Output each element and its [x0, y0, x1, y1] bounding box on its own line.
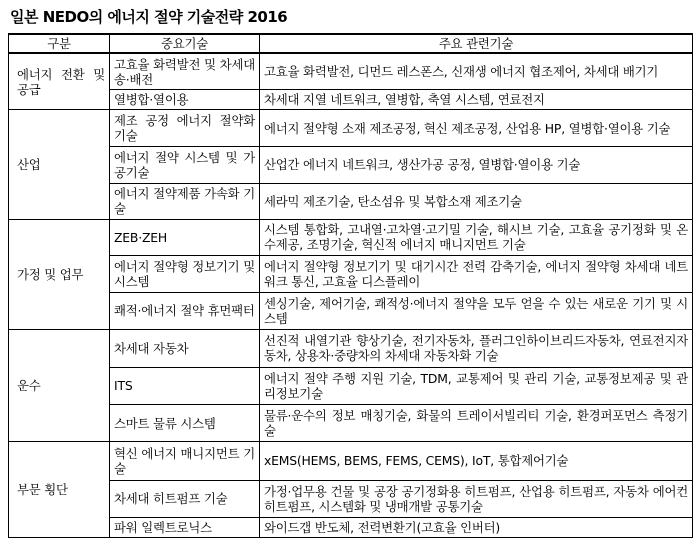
related-tech-cell: 산업간 에너지 네트워크, 생산가공 공정, 열병합·열이용 기술	[260, 147, 693, 183]
category-cell: 가정 및 업무	[9, 219, 110, 329]
header-category: 구분	[9, 34, 110, 53]
key-tech-cell: 제조 공정 에너지 절약화 기술	[110, 110, 260, 147]
category-cell: 산업	[9, 110, 110, 220]
related-tech-cell: 선진적 내열기관 향상기술, 전기자동차, 플러그인하이브리드자동차, 연료전지자동차, 상용차·중량차의 차세대 자동차화 기술	[260, 329, 693, 367]
key-tech-cell: ITS	[110, 367, 260, 404]
table-header-row	[9, 34, 693, 53]
header-key-tech: 중요기술	[110, 34, 260, 53]
related-tech-cell: 센싱기술, 제어기술, 쾌적성·에너지 절약을 모두 얻을 수 있는 새로운 기기 및 시스템	[260, 293, 693, 329]
table-row	[9, 89, 693, 109]
table-row	[9, 256, 693, 293]
table-row	[9, 442, 693, 480]
table-row	[9, 147, 693, 183]
key-tech-cell: 혁신 에너지 매니지먼트 기술	[110, 442, 260, 480]
key-tech-cell: 에너지 절약제품 가속화 기술	[110, 183, 260, 219]
related-tech-cell: 가정·업무용 건물 및 공장 공기정화용 히트펌프, 산업용 히트펌프, 자동차 에어컨 히트펌프, 시스템화 및 냉매개발 공통기술	[260, 480, 693, 517]
table-row	[9, 517, 693, 537]
table-row	[9, 293, 693, 329]
related-tech-cell: 시스템 통합화, 고내열·고차열·고기밀 기술, 해시브 기술, 고효율 공기정화 및 온수제공, 조명기술, 혁신적 에너지 매니지먼트 기술	[260, 219, 693, 255]
related-tech-cell: 세라믹 제조기술, 탄소섬유 및 복합소재 제조기술	[260, 183, 693, 219]
category-cell: 에너지 전환 및 공급	[9, 53, 110, 109]
related-tech-cell: 에너지 절약형 소재 제조공정, 혁신 제조공정, 산업용 HP, 열병합·열이용 기술	[260, 110, 693, 147]
table-row	[9, 219, 693, 255]
key-tech-cell: 파워 일렉트로닉스	[110, 517, 260, 537]
related-tech-cell: 차세대 지열 네트워크, 열병합, 축열 시스템, 연료전지	[260, 89, 693, 109]
category-cell: 부문 횡단	[9, 442, 110, 538]
table-row	[9, 367, 693, 404]
key-tech-cell: 차세대 히트펌프 기술	[110, 480, 260, 517]
related-tech-cell: 와이드갭 반도체, 전력변환기(고효율 인버터)	[260, 517, 693, 537]
related-tech-cell: xEMS(HEMS, BEMS, FEMS, CEMS), IoT, 통합제어기술	[260, 442, 693, 480]
tech-strategy-table	[8, 33, 693, 538]
table-row	[9, 405, 693, 442]
table-row	[9, 53, 693, 89]
key-tech-cell: 열병합·열이용	[110, 89, 260, 109]
key-tech-cell: ZEB·ZEH	[110, 219, 260, 255]
key-tech-cell: 스마트 물류 시스템	[110, 405, 260, 442]
category-cell: 운수	[9, 329, 110, 442]
key-tech-cell: 고효율 화력발전 및 차세대 송·배전	[110, 53, 260, 89]
key-tech-cell: 차세대 자동차	[110, 329, 260, 367]
table-row	[9, 480, 693, 517]
key-tech-cell: 에너지 절약형 정보기기 및 시스템	[110, 256, 260, 293]
related-tech-cell: 물류·운수의 정보 매칭기술, 화물의 트레이서빌리티 기술, 환경퍼포먼스 측정기술	[260, 405, 693, 442]
table-row	[9, 329, 693, 367]
key-tech-cell: 에너지 절약 시스템 및 가공기술	[110, 147, 260, 183]
key-tech-cell: 쾌적·에너지 절약 휴먼팩터	[110, 293, 260, 329]
page-title: 일본 NEDO의 에너지 절약 기술전략 2016	[10, 8, 288, 26]
header-related-tech: 주요 관련기술	[260, 34, 693, 53]
related-tech-cell: 에너지 절약 주행 지원 기술, TDM, 교통제어 및 관리 기술, 교통정보제공 및 관리정보기술	[260, 367, 693, 404]
related-tech-cell: 에너지 절약형 정보기기 및 대기시간 전력 감축기술, 에너지 절약형 차세대 네트워크 통신, 고효율 디스플레이	[260, 256, 693, 293]
table-row	[9, 110, 693, 147]
table-row	[9, 183, 693, 219]
related-tech-cell: 고효율 화력발전, 디먼드 레스폰스, 신재생 에너지 협조제어, 차세대 배기기	[260, 53, 693, 89]
